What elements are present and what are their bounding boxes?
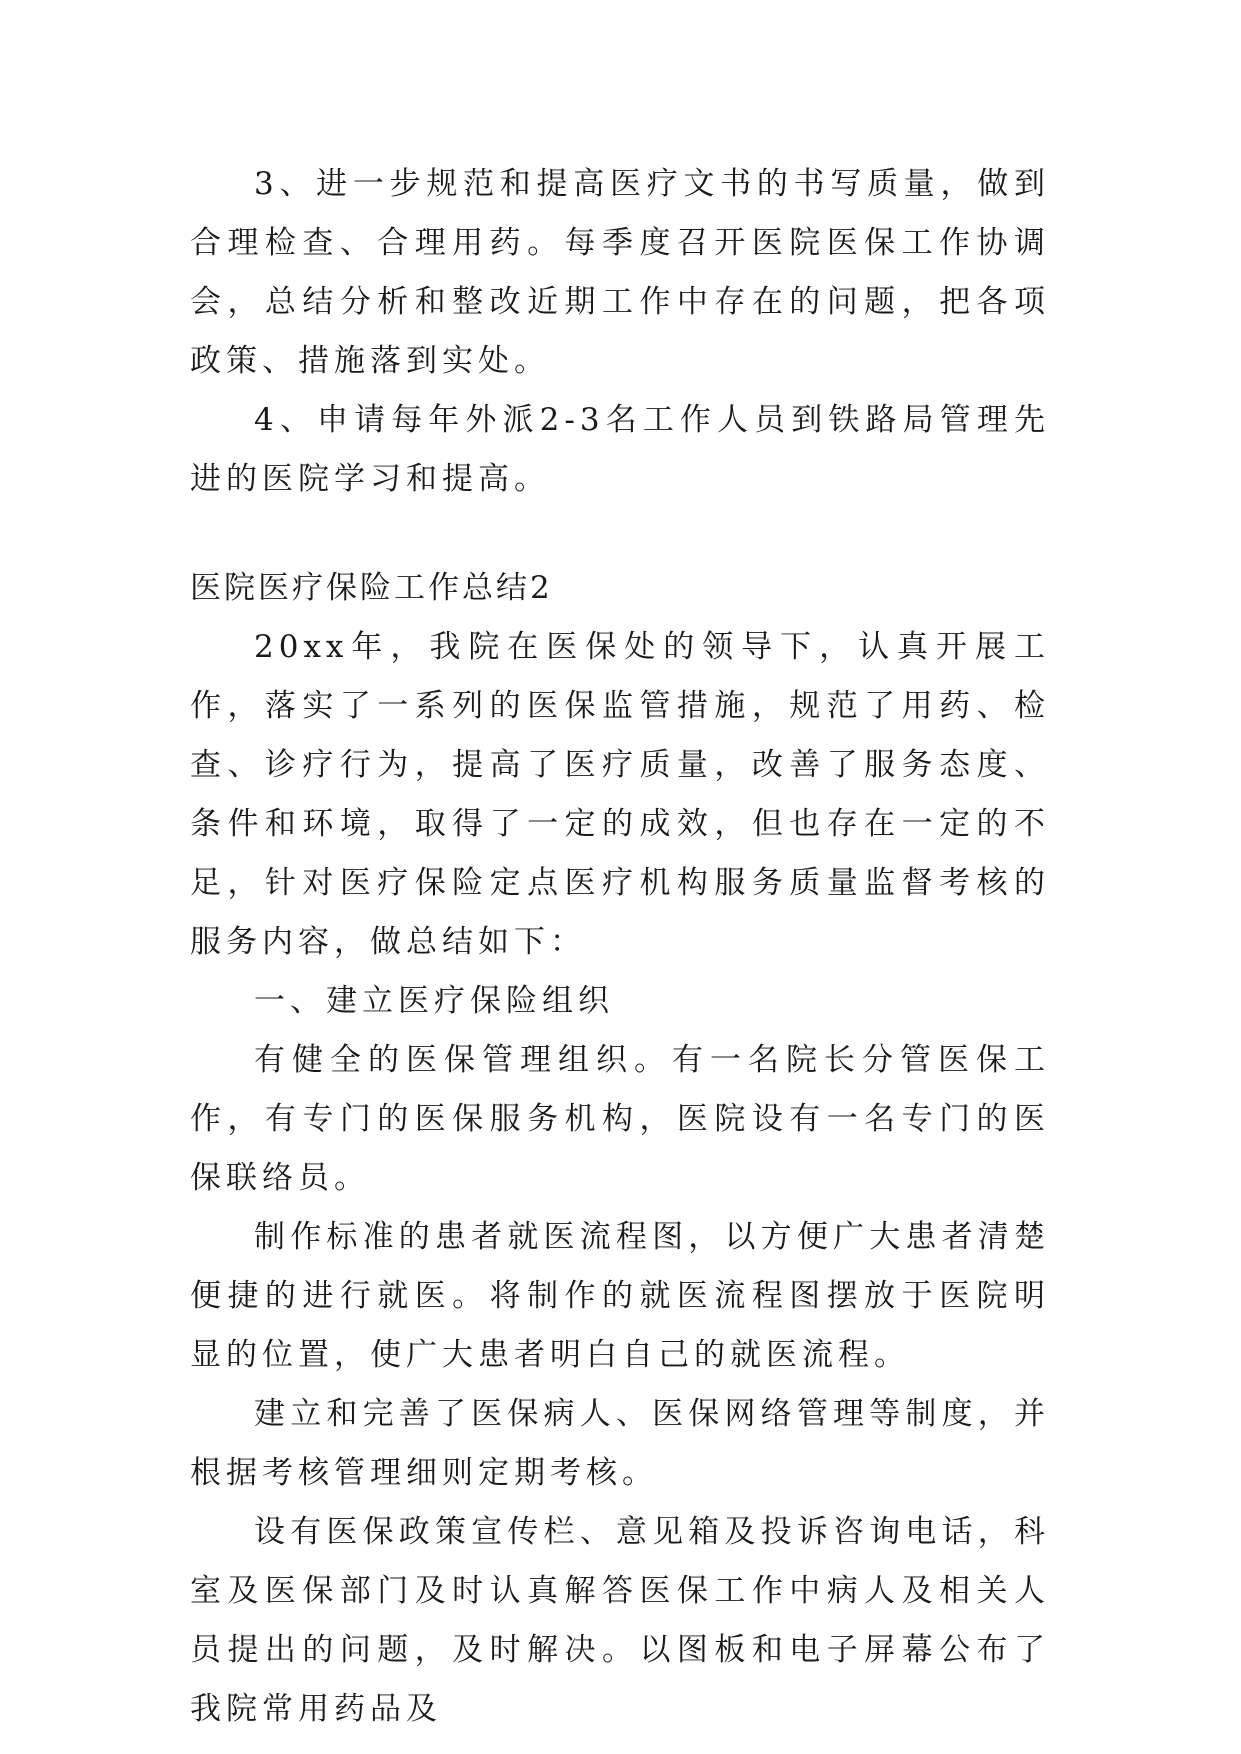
paragraph: 20xx年，我院在医保处的领导下，认真开展工作，落实了一系列的医保监管措施，规范了用药、检查、诊疗行为，提高了医疗质量，改善了服务态度、条件和环境，取得了一定的成效，但也存在一定的不足，针对医疗保险定点医疗机构服务质量监督考核的服务内容，做总结如下： bbox=[190, 629, 1050, 960]
document-body bbox=[190, 155, 1050, 1739]
paragraph: 制作标准的患者就医流程图，以方便广大患者清楚便捷的进行就医。将制作的就医流程图摆放于医院明显的位置，使广大患者明白自己的就医流程。 bbox=[190, 1219, 1050, 1373]
section-title: 医院医疗保险工作总结2 bbox=[190, 570, 553, 606]
subheading: 一、建立医疗保险组织 bbox=[254, 983, 614, 1019]
paragraph: 有健全的医保管理组织。有一名院长分管医保工作，有专门的医保服务机构，医院设有一名专门的医保联络员。 bbox=[190, 1042, 1050, 1196]
paragraph: 4、申请每年外派2-3名工作人员到铁路局管理先进的医院学习和提高。 bbox=[190, 402, 1050, 497]
paragraph: 设有医保政策宣传栏、意见箱及投诉咨询电话，科室及医保部门及时认真解答医保工作中病人及相关人员提出的问题，及时解决。以图板和电子屏幕公布了我院常用药品及 bbox=[190, 1514, 1050, 1727]
paragraph: 建立和完善了医保病人、医保网络管理等制度，并根据考核管理细则定期考核。 bbox=[190, 1396, 1050, 1491]
paragraph: 3、进一步规范和提高医疗文书的书写质量，做到合理检查、合理用药。每季度召开医院医保工作协调会，总结分析和整改近期工作中存在的问题，把各项政策、措施落到实处。 bbox=[190, 166, 1050, 379]
